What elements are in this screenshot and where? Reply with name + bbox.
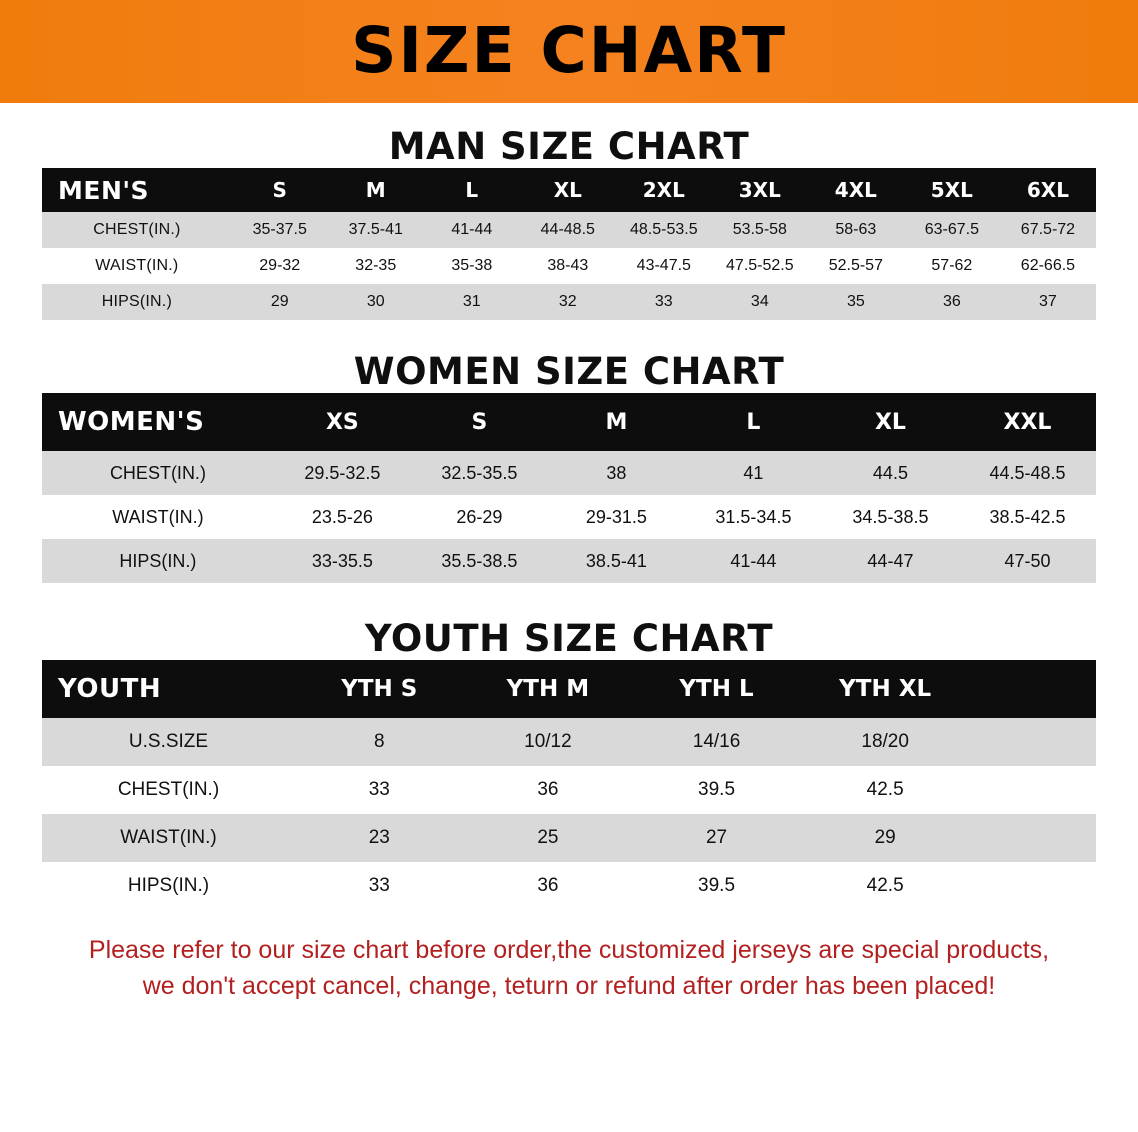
women-chest-m: 38: [548, 451, 685, 495]
youth-header-l: YTH L: [632, 660, 801, 718]
man-header-l: L: [424, 168, 520, 212]
table-header-row: [42, 393, 1096, 451]
youth-chest-m: 36: [464, 766, 633, 814]
women-header-m: M: [548, 393, 685, 451]
women-hips-s: 35.5-38.5: [411, 539, 548, 583]
youth-hips-xl: 42.5: [801, 862, 970, 910]
youth-ussize-s: 8: [295, 718, 464, 766]
man-waist-s: 29-32: [232, 248, 328, 284]
women-waist-m: 29-31.5: [548, 495, 685, 539]
table-row: [42, 284, 1096, 320]
youth-ussize-l: 14/16: [632, 718, 801, 766]
table-row: [42, 451, 1096, 495]
man-waist-m: 32-35: [328, 248, 424, 284]
man-row-label-chest: CHEST(IN.): [42, 212, 232, 248]
youth-header-s: YTH S: [295, 660, 464, 718]
youth-ussize-m: 10/12: [464, 718, 633, 766]
youth-waist-l: 27: [632, 814, 801, 862]
table-row: [42, 539, 1096, 583]
page-title: SIZE CHART: [351, 14, 787, 87]
youth-ussize-xl: 18/20: [801, 718, 970, 766]
youth-cell-spacer: [969, 718, 1096, 766]
youth-table-wrapper: [0, 660, 1138, 910]
man-table-wrapper: [0, 168, 1138, 320]
women-table-wrapper: [0, 393, 1138, 583]
man-hips-s: 29: [232, 284, 328, 320]
women-hips-xxl: 47-50: [959, 539, 1096, 583]
table-header-row: [42, 660, 1096, 718]
table-row: [42, 862, 1096, 910]
man-hips-4xl: 35: [808, 284, 904, 320]
table-row: [42, 248, 1096, 284]
table-header-row: [42, 168, 1096, 212]
table-row: [42, 814, 1096, 862]
table-row: [42, 766, 1096, 814]
man-header-m: M: [328, 168, 424, 212]
man-chest-5xl: 63-67.5: [904, 212, 1000, 248]
women-header-xxl: XXL: [959, 393, 1096, 451]
youth-waist-m: 25: [464, 814, 633, 862]
women-row-label-chest: CHEST(IN.): [42, 451, 274, 495]
man-header-5xl: 5XL: [904, 168, 1000, 212]
women-row-label-waist: WAIST(IN.): [42, 495, 274, 539]
man-header-6xl: 6XL: [1000, 168, 1096, 212]
man-waist-3xl: 47.5-52.5: [712, 248, 808, 284]
man-header-4xl: 4XL: [808, 168, 904, 212]
women-chest-xxl: 44.5-48.5: [959, 451, 1096, 495]
women-chest-s: 32.5-35.5: [411, 451, 548, 495]
man-chest-3xl: 53.5-58: [712, 212, 808, 248]
youth-size-table: [42, 660, 1096, 910]
man-header-3xl: 3XL: [712, 168, 808, 212]
women-header-label: WOMEN'S: [42, 393, 274, 451]
women-section-title: WOMEN SIZE CHART: [353, 350, 785, 393]
man-hips-5xl: 36: [904, 284, 1000, 320]
youth-header-xl: YTH XL: [801, 660, 970, 718]
man-header-2xl: 2XL: [616, 168, 712, 212]
man-waist-6xl: 62-66.5: [1000, 248, 1096, 284]
man-hips-l: 31: [424, 284, 520, 320]
man-waist-l: 35-38: [424, 248, 520, 284]
man-chest-m: 37.5-41: [328, 212, 424, 248]
women-header-xl: XL: [822, 393, 959, 451]
women-waist-xs: 23.5-26: [274, 495, 411, 539]
man-chest-xl: 44-48.5: [520, 212, 616, 248]
women-waist-s: 26-29: [411, 495, 548, 539]
man-hips-2xl: 33: [616, 284, 712, 320]
man-chest-4xl: 58-63: [808, 212, 904, 248]
table-row: [42, 212, 1096, 248]
youth-hips-s: 33: [295, 862, 464, 910]
table-row: [42, 718, 1096, 766]
man-chest-s: 35-37.5: [232, 212, 328, 248]
man-chest-2xl: 48.5-53.5: [616, 212, 712, 248]
youth-hips-m: 36: [464, 862, 633, 910]
youth-cell-spacer: [969, 766, 1096, 814]
youth-chest-xl: 42.5: [801, 766, 970, 814]
man-waist-4xl: 52.5-57: [808, 248, 904, 284]
youth-hips-l: 39.5: [632, 862, 801, 910]
man-row-label-waist: WAIST(IN.): [42, 248, 232, 284]
women-size-table: [42, 393, 1096, 583]
man-size-table: [42, 168, 1096, 320]
policy-note-line-1: Please refer to our size chart before order,the customized jerseys are special products,: [88, 936, 1050, 964]
man-waist-2xl: 43-47.5: [616, 248, 712, 284]
man-waist-5xl: 57-62: [904, 248, 1000, 284]
youth-chest-s: 33: [295, 766, 464, 814]
youth-section-title: YOUTH SIZE CHART: [364, 617, 774, 660]
man-chest-l: 41-44: [424, 212, 520, 248]
youth-row-label-ussize: U.S.SIZE: [42, 718, 295, 766]
women-header-s: S: [411, 393, 548, 451]
man-hips-6xl: 37: [1000, 284, 1096, 320]
women-waist-l: 31.5-34.5: [685, 495, 822, 539]
youth-header-spacer: [969, 660, 1096, 718]
women-hips-xl: 44-47: [822, 539, 959, 583]
youth-waist-s: 23: [295, 814, 464, 862]
youth-waist-xl: 29: [801, 814, 970, 862]
man-header-label: MEN'S: [42, 168, 232, 212]
women-hips-xs: 33-35.5: [274, 539, 411, 583]
women-chest-xs: 29.5-32.5: [274, 451, 411, 495]
man-section-title: MAN SIZE CHART: [388, 125, 750, 168]
man-header-s: S: [232, 168, 328, 212]
women-chest-l: 41: [685, 451, 822, 495]
women-row-label-hips: HIPS(IN.): [42, 539, 274, 583]
women-waist-xxl: 38.5-42.5: [959, 495, 1096, 539]
youth-header-m: YTH M: [464, 660, 633, 718]
women-hips-m: 38.5-41: [548, 539, 685, 583]
man-chest-6xl: 67.5-72: [1000, 212, 1096, 248]
policy-note: [40, 932, 1098, 1005]
youth-row-label-chest: CHEST(IN.): [42, 766, 295, 814]
youth-cell-spacer: [969, 862, 1096, 910]
women-waist-xl: 34.5-38.5: [822, 495, 959, 539]
youth-row-label-hips: HIPS(IN.): [42, 862, 295, 910]
women-header-l: L: [685, 393, 822, 451]
women-chest-xl: 44.5: [822, 451, 959, 495]
youth-cell-spacer: [969, 814, 1096, 862]
man-hips-xl: 32: [520, 284, 616, 320]
man-hips-m: 30: [328, 284, 424, 320]
policy-note-line-2: we don't accept cancel, change, teturn or refund after order has been placed!: [142, 972, 996, 1001]
page-banner: [0, 0, 1138, 103]
women-header-xs: XS: [274, 393, 411, 451]
man-header-xl: XL: [520, 168, 616, 212]
man-hips-3xl: 34: [712, 284, 808, 320]
man-waist-xl: 38-43: [520, 248, 616, 284]
youth-chest-l: 39.5: [632, 766, 801, 814]
women-hips-l: 41-44: [685, 539, 822, 583]
youth-row-label-waist: WAIST(IN.): [42, 814, 295, 862]
man-row-label-hips: HIPS(IN.): [42, 284, 232, 320]
youth-header-label: YOUTH: [42, 660, 295, 718]
table-row: [42, 495, 1096, 539]
